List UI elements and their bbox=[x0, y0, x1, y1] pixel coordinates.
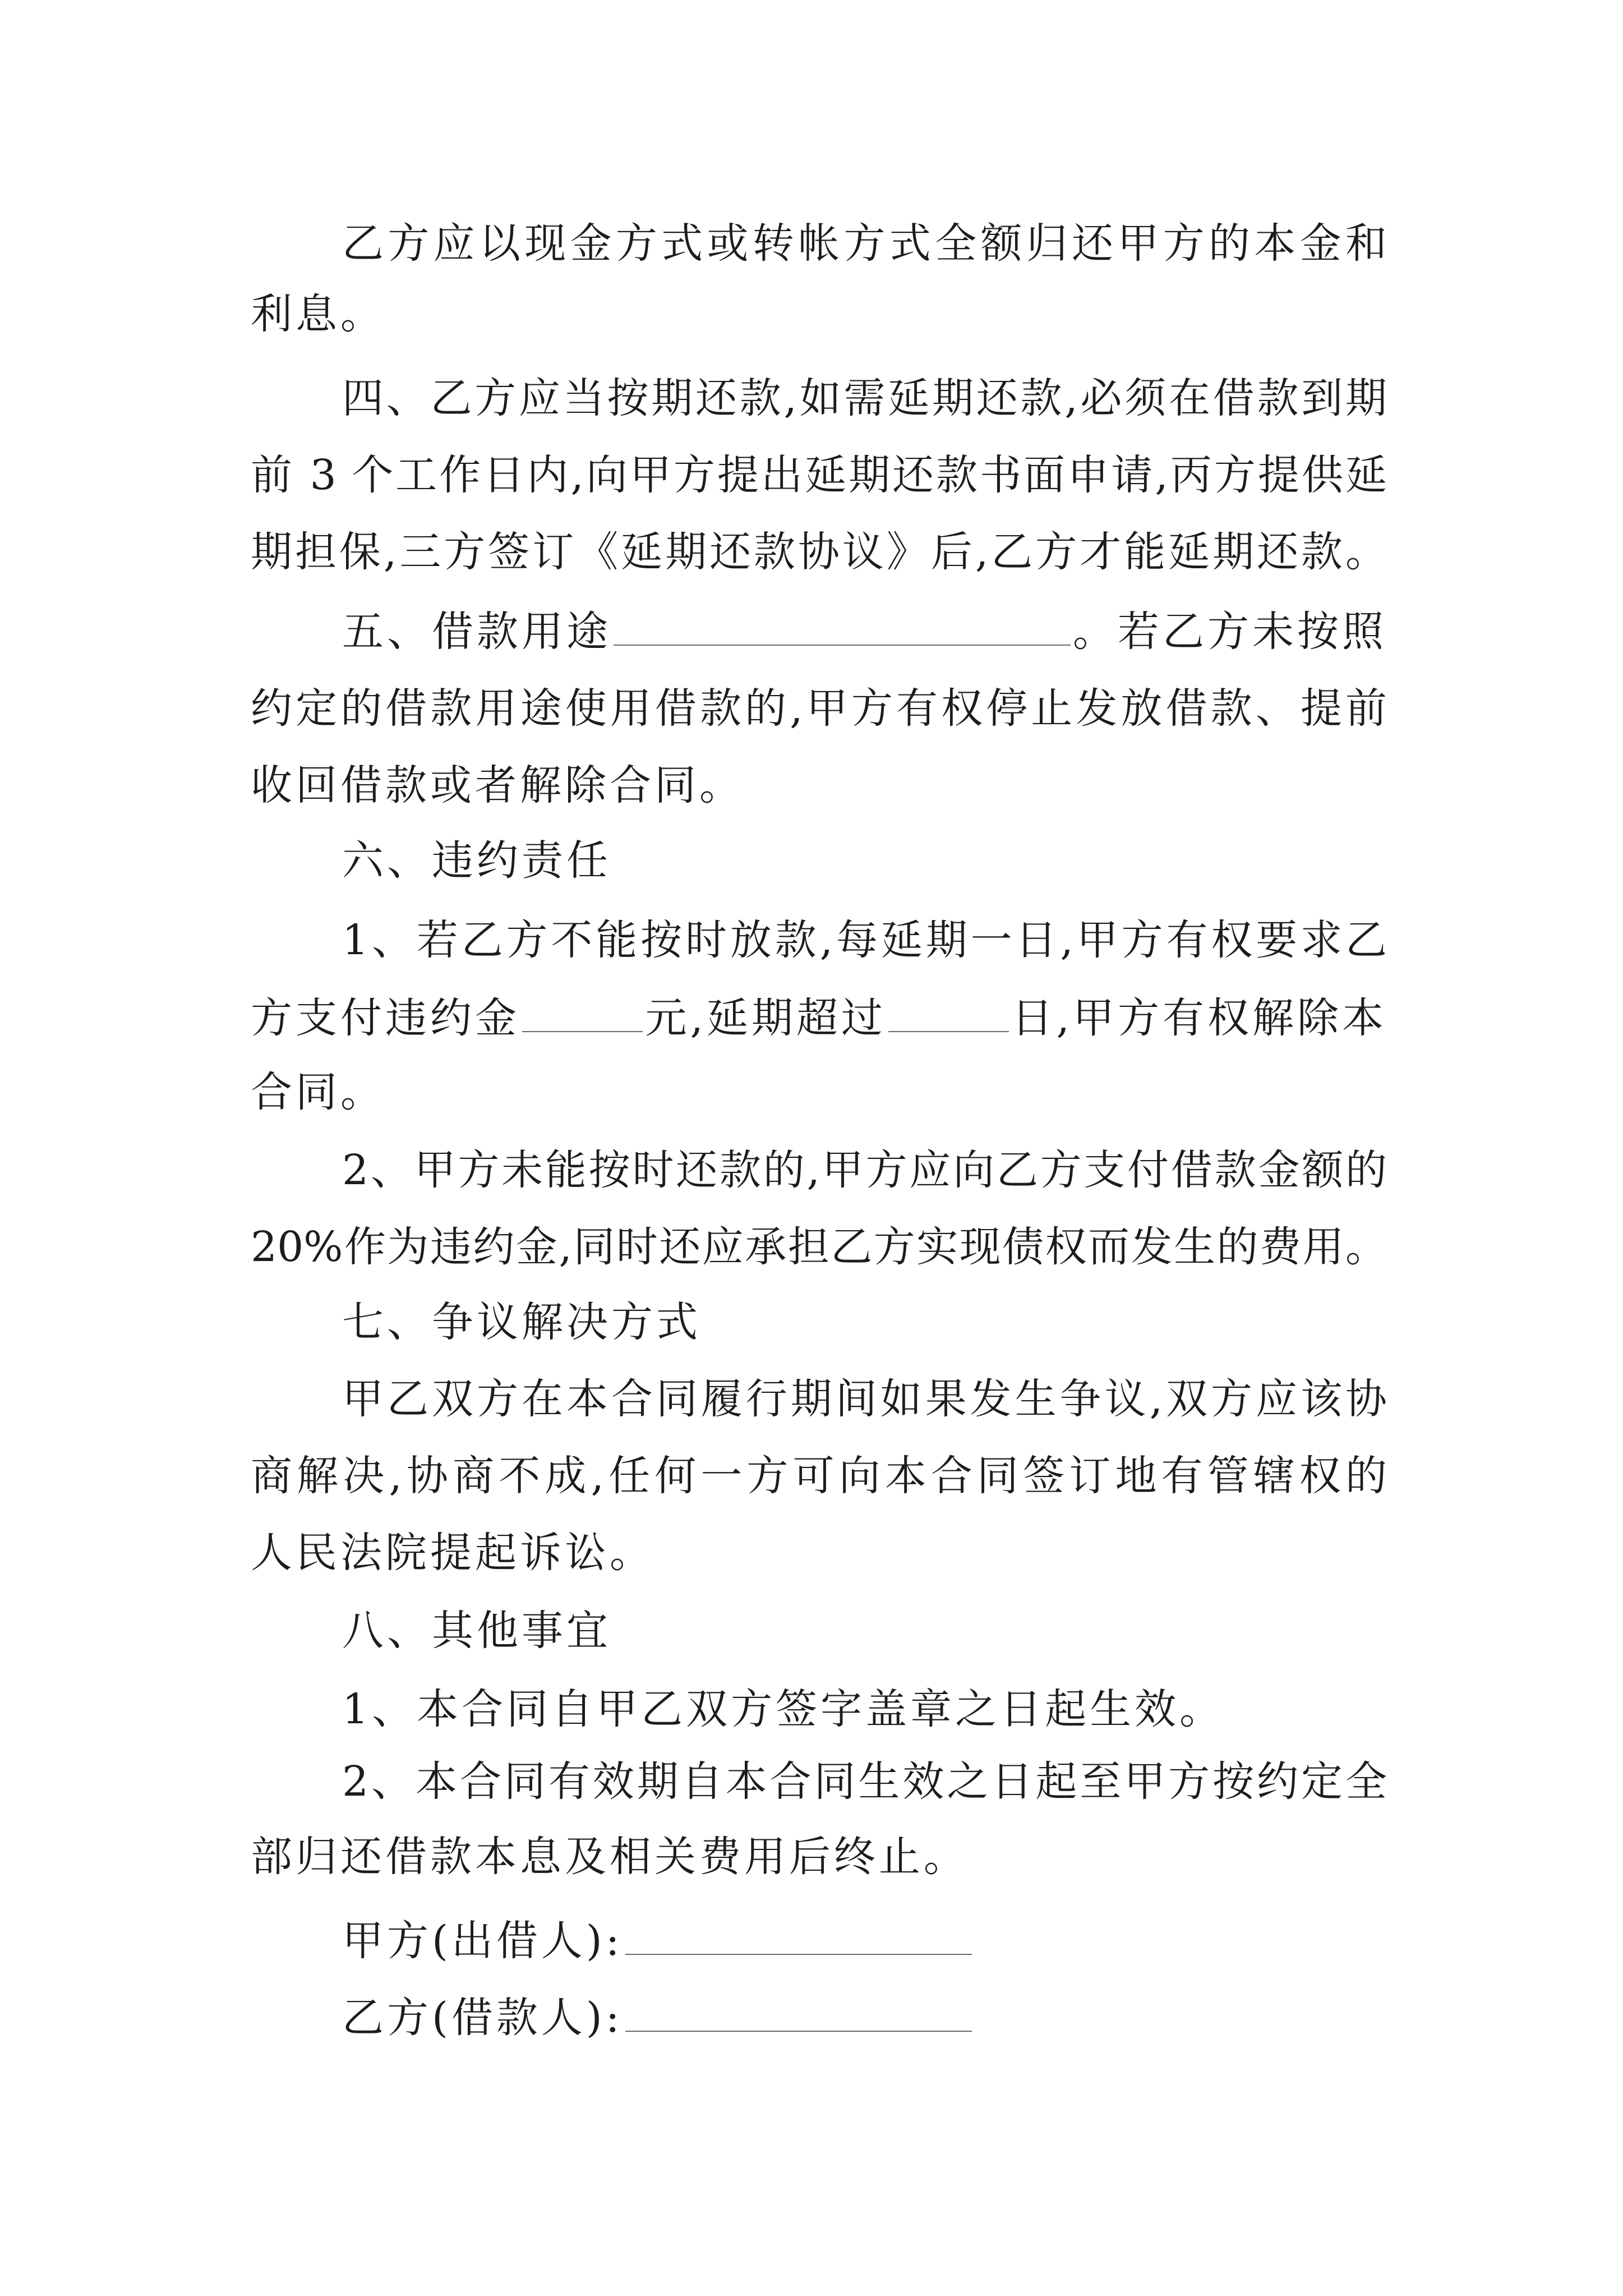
penalty-amount-blank bbox=[522, 999, 643, 1032]
clause-five-continuation: 。若乙方未按照 bbox=[1073, 608, 1387, 656]
clause-seven-line-1: 甲乙双方在本合同履行期间如果发生争议,双方应该协 bbox=[342, 1375, 1387, 1423]
clause-five-label: 五、借款用途 bbox=[342, 608, 611, 656]
penalty-text-part-3: 日,甲方有权解除本 bbox=[1011, 994, 1387, 1042]
party-b-signature-blank bbox=[625, 1998, 972, 2032]
repayment-method-line-1: 乙方应以现金方式或转帐方式全额归还甲方的本金和 bbox=[342, 219, 1387, 268]
clause-six-item-1-line-3: 合同。 bbox=[251, 1068, 385, 1116]
clause-six-heading: 六、违约责任 bbox=[342, 836, 611, 885]
clause-five-line-1 bbox=[342, 604, 1387, 660]
penalty-text-part-2: 元,延期超过 bbox=[645, 994, 886, 1042]
party-b-label: 乙方(借款人): bbox=[342, 1994, 623, 2042]
clause-six-item-2-line-2: 20%作为违约金,同时还应承担乙方实现债权而发生的费用。 bbox=[251, 1223, 1387, 1271]
clause-eight-item-2-line-2: 部归还借款本息及相关费用后终止。 bbox=[251, 1833, 969, 1881]
clause-five-line-2: 约定的借款用途使用借款的,甲方有权停止发放借款、提前 bbox=[251, 684, 1387, 733]
clause-five-line-3: 收回借款或者解除合同。 bbox=[251, 761, 744, 809]
clause-six-item-1-line-1: 1、若乙方不能按时放款,每延期一日,甲方有权要求乙 bbox=[342, 916, 1387, 964]
clause-seven-line-2: 商解决,协商不成,任何一方可向本合同签订地有管辖权的 bbox=[251, 1452, 1387, 1500]
penalty-text-part-1: 方支付违约金 bbox=[251, 994, 520, 1042]
clause-six-item-1-line-2 bbox=[251, 990, 1387, 1046]
clause-four-line-2: 前 3 个工作日内,向甲方提出延期还款书面申请,丙方提供延 bbox=[251, 451, 1387, 499]
repayment-method-line-2: 利息。 bbox=[251, 290, 385, 338]
party-a-signature-line bbox=[342, 1913, 1387, 1969]
party-a-signature-blank bbox=[625, 1921, 972, 1955]
loan-purpose-blank bbox=[614, 612, 1071, 646]
clause-four-line-1: 四、乙方应当按期还款,如需延期还款,必须在借款到期 bbox=[342, 374, 1387, 422]
overdue-days-blank bbox=[888, 999, 1009, 1032]
clause-seven-line-3: 人民法院提起诉讼。 bbox=[251, 1529, 654, 1577]
clause-four-line-3: 期担保,三方签订《延期还款协议》后,乙方才能延期还款。 bbox=[251, 528, 1387, 576]
clause-eight-item-1: 1、本合同自甲乙双方签字盖章之日起生效。 bbox=[342, 1685, 1225, 1733]
clause-eight-item-2-line-1: 2、本合同有效期自本合同生效之日起至甲方按约定全 bbox=[342, 1757, 1387, 1806]
clause-eight-heading: 八、其他事宜 bbox=[342, 1607, 611, 1655]
clause-six-item-2-line-1: 2、甲方未能按时还款的,甲方应向乙方支付借款金额的 bbox=[342, 1146, 1387, 1194]
clause-seven-heading: 七、争议解决方式 bbox=[342, 1298, 701, 1346]
party-b-signature-line bbox=[342, 1990, 1387, 2046]
party-a-label: 甲方(出借人): bbox=[342, 1917, 623, 1965]
